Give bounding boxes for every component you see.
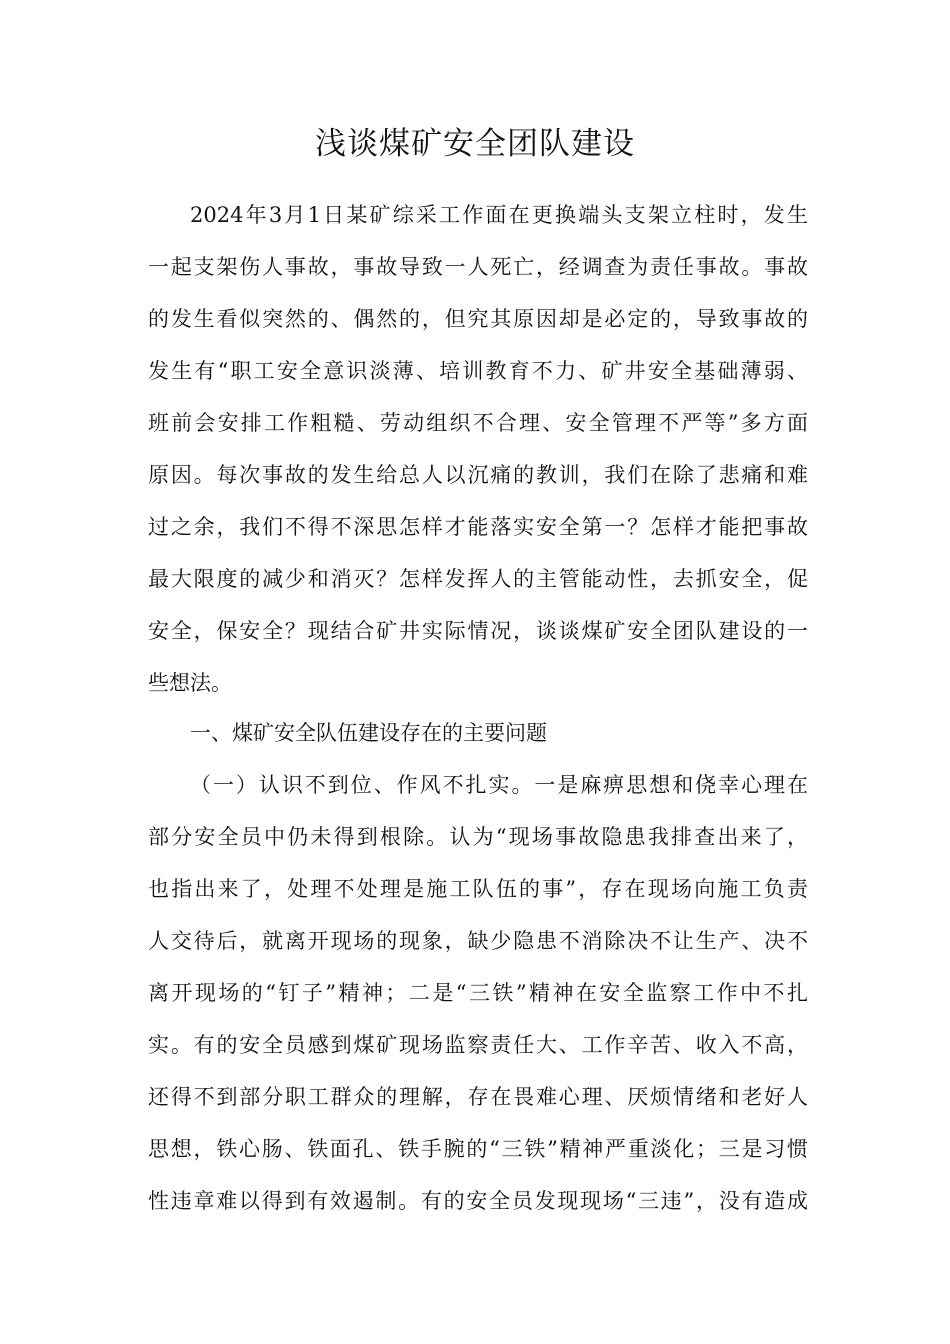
body-line-20: 性违章难以得到有效遏制。有的安全员发现现场“三违”，没有造成 bbox=[148, 1189, 808, 1213]
body-line-15: 人交待后，就离开现场的现象，缺少隐患不消除决不让生产、决不 bbox=[148, 929, 808, 953]
body-line-18: 还得不到部分职工群众的理解，存在畏难心理、厌烦情绪和老好人 bbox=[148, 1085, 808, 1109]
body-line-6: 原因。每次事故的发生给总人以沉痛的教训，我们在除了悲痛和难 bbox=[148, 463, 808, 487]
body-line-9: 安全，保安全？现结合矿井实际情况，谈谈煤矿安全团队建设的一 bbox=[148, 619, 808, 643]
body-line-12: （一）认识不到位、作风不扎实。一是麻痹思想和侥幸心理在 bbox=[190, 773, 808, 797]
body-line-8: 最大限度的减少和消灭？怎样发挥人的主管能动性，去抓安全，促 bbox=[148, 567, 808, 591]
body-line-3: 的发生看似突然的、偶然的，但究其原因却是必定的，导致事故的 bbox=[148, 307, 808, 331]
body-line-5: 班前会安排工作粗糙、劳动组织不合理、安全管理不严等”多方面 bbox=[148, 411, 808, 435]
body-line-10: 些想法。 bbox=[148, 671, 232, 695]
body-line-14: 也指出来了，处理不处理是施工队伍的事”，存在现场向施工负责 bbox=[148, 877, 808, 901]
body-line-13: 部分安全员中仍未得到根除。认为“现场事故隐患我排查出来了， bbox=[148, 825, 808, 849]
body-line-7: 过之余，我们不得不深思怎样才能落实安全第一？怎样才能把事故 bbox=[148, 515, 808, 539]
body-line-19: 思想，铁心肠、铁面孔、铁手腕的“三铁”精神严重淡化；三是习惯 bbox=[148, 1137, 808, 1161]
section-heading-1: 一、煤矿安全队伍建设存在的主要问题 bbox=[190, 721, 547, 745]
body-line-1: 2024年3月1日某矿综采工作面在更换端头支架立柱时，发生 bbox=[190, 203, 808, 227]
document-title: 浅谈煤矿安全团队建设 bbox=[315, 126, 635, 162]
body-line-17: 实。有的安全员感到煤矿现场监察责任大、工作辛苦、收入不高， bbox=[148, 1033, 808, 1057]
body-line-4: 发生有“职工安全意识淡薄、培训教育不力、矿井安全基础薄弱、 bbox=[148, 359, 808, 383]
body-line-16: 离开现场的“钉子”精神；二是“三铁”精神在安全监察工作中不扎 bbox=[148, 981, 808, 1005]
body-line-2: 一起支架伤人事故，事故导致一人死亡，经调查为责任事故。事故 bbox=[148, 255, 808, 279]
